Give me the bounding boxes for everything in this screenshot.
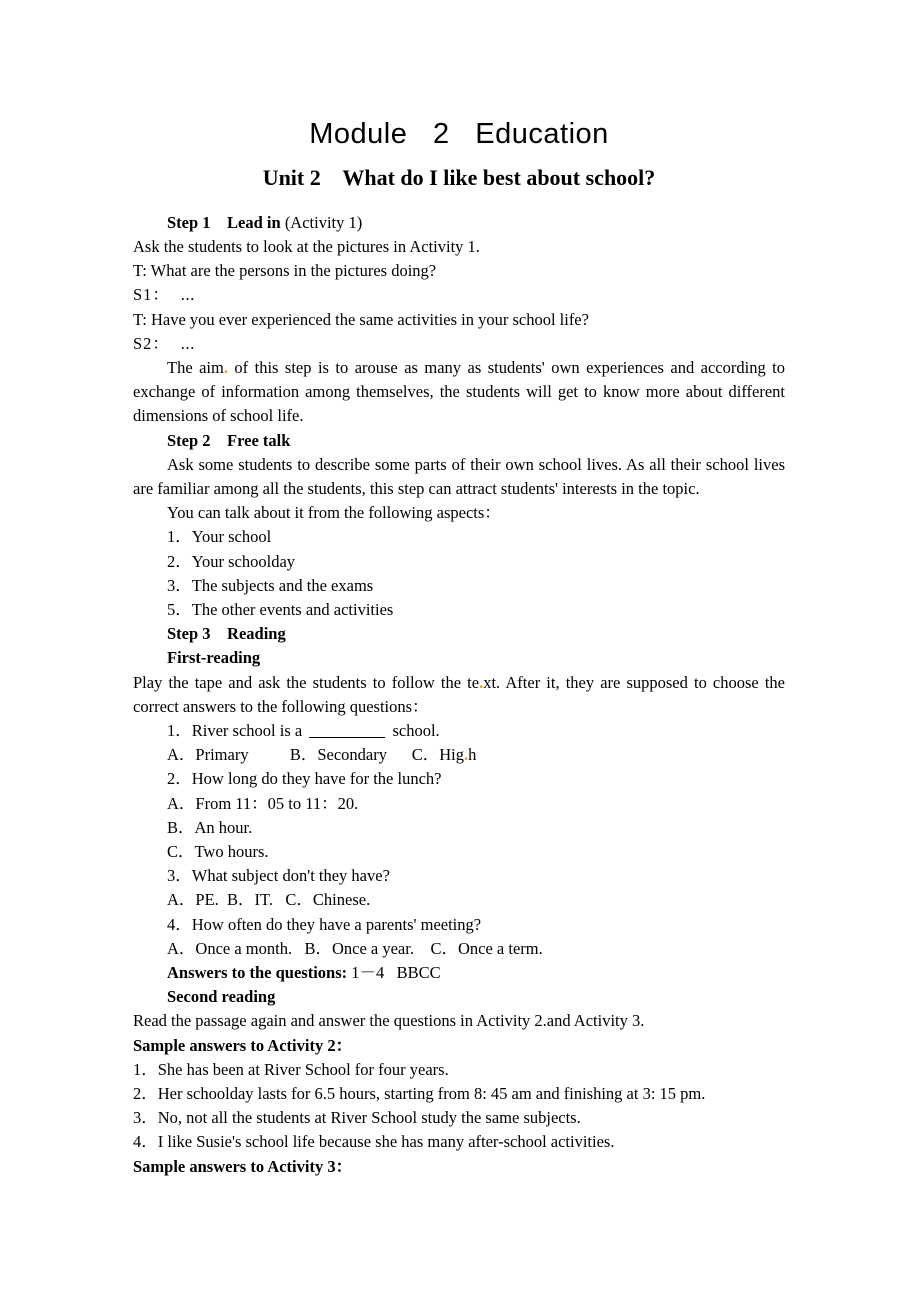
aspect-item: 3．The subjects and the exams (167, 575, 374, 595)
step-2-paragraph: Ask some students to describe some parts of their own school lives. As all their school lives are familiar among all the students, this step can attract students' interests in the topic. (133, 454, 785, 498)
step-1-line-2: T: What are the persons in the pictures doing? (133, 261, 437, 281)
step-1-heading-activity: (Activity 1) (280, 212, 363, 232)
step-3-section (133, 622, 785, 1179)
aim-paragraph-pre: The aim (167, 357, 224, 377)
question-4-prompt: 4．How often do they have a parents' meeting? (167, 914, 482, 934)
scan-artifact-mark-icon: . (223, 357, 228, 377)
sample-answer-item: 2．Her schoolday lasts for 6.5 hours, starting from 8: 45 am and finishing at 3: 15 pm. (133, 1084, 706, 1104)
aspect-item: 2．Your schoolday (167, 551, 296, 571)
second-reading-subheading: Second reading (167, 987, 276, 1007)
module-title: Module 2 Education (309, 118, 609, 150)
step-1-line-5: S2： ⋯ (133, 333, 197, 353)
first-reading-subheading: First-reading (167, 648, 261, 668)
step-1-line-1: Ask the students to look at the pictures in Activity 1. (133, 236, 480, 256)
aspect-item: 1．Your school (167, 527, 272, 547)
first-reading-intro-post: xt. After it, they are supposed to choose the correct answers to the following questions： (133, 672, 786, 716)
answers-line (133, 961, 785, 985)
step-1-section (133, 211, 785, 429)
question-2-option: B．An hour. (167, 817, 253, 837)
sample-answer-item: 4．I like Susie's school life because she has many after-school activities. (133, 1132, 615, 1152)
step-1-line-4: T: Have you ever experienced the same activities in your school life? (133, 309, 589, 329)
question-1-options-text: A．Primary B．Secondary C．Hig (167, 745, 464, 765)
step-1-heading-label: Step 1 Lead in (167, 212, 281, 232)
question-3-options: A．PE. B．IT. C．Chinese. (167, 890, 371, 910)
second-reading-line: Read the passage again and answer the questions in Activity 2.and Activity 3. (133, 1011, 645, 1031)
sample-answer-item: 1．She has been at River School for four years. (133, 1059, 449, 1079)
answers-value: 1－4 BBCC (347, 963, 441, 983)
question-2-option: A．From 11：05 to 11：20. (167, 793, 359, 813)
document-content (133, 0, 785, 1179)
question-1-prompt-pre: 1．River school is a (167, 721, 307, 740)
sample-answers-activity-3-heading: Sample answers to Activity 3： (133, 1156, 353, 1176)
answers-label: Answers to the questions: (167, 963, 348, 983)
question-2-option: C．Two hours. (167, 842, 269, 862)
first-reading-intro-pre: Play the tape and ask the students to follow the te (133, 672, 480, 692)
step-1-heading (133, 211, 785, 235)
scan-artifact-mark-icon: . (479, 672, 484, 692)
question-1-prompt-post: school. (388, 721, 440, 740)
sample-answers-activity-2-heading: Sample answers to Activity 2： (133, 1035, 353, 1055)
question-1-options (133, 743, 785, 767)
question-3-prompt: 3．What subject don't they have? (167, 866, 390, 886)
first-reading-intro (133, 671, 785, 719)
question-1-prompt (133, 719, 785, 743)
question-4-options: A．Once a month. B．Once a year. C．Once a term. (167, 938, 543, 958)
scan-artifact-mark-icon: . (463, 745, 469, 765)
step-1-line-3: S1： ⋯ (133, 285, 197, 305)
fill-in-blank (309, 737, 385, 738)
question-1-option-tail: h (468, 745, 477, 765)
unit-title: Unit 2 What do I like best about school? (262, 165, 656, 191)
aim-paragraph-post: of this step is to arouse as many as students' own experiences and according to exchange of information among themselves, the students will get to know more about different dimensions of school life. (133, 357, 785, 426)
step-2-section (133, 429, 785, 623)
sample-answer-item: 3．No, not all the students at River School study the same subjects. (133, 1108, 581, 1128)
step-1-aim-paragraph (133, 356, 785, 429)
step-2-aspects-intro: You can talk about it from the following aspects： (167, 503, 501, 523)
question-2-prompt: 2．How long do they have for the lunch? (167, 769, 442, 789)
step-3-heading: Step 3 Reading (167, 624, 286, 644)
step-2-heading: Step 2 Free talk (167, 430, 291, 450)
aspect-item: 5．The other events and activities (167, 599, 394, 619)
